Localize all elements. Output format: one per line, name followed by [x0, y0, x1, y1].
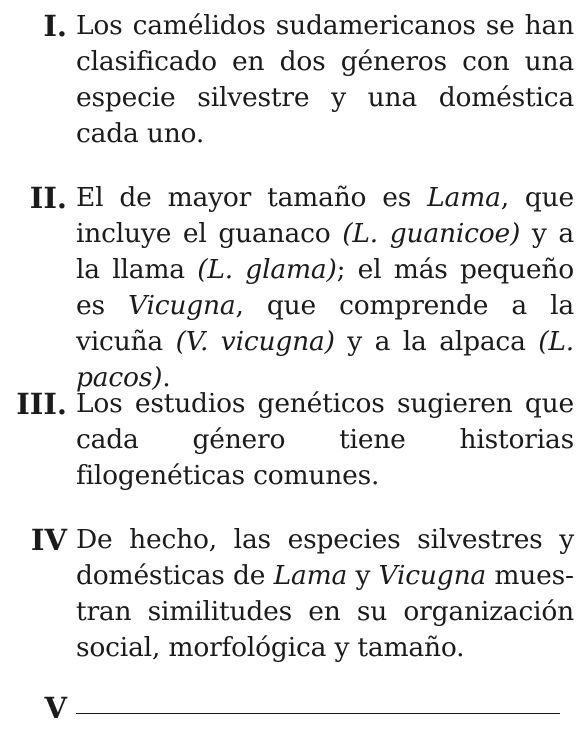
- italic-text-run: Vicugna: [128, 290, 236, 321]
- statement-text: [76, 522, 574, 666]
- italic-text-run: Lama: [427, 182, 501, 213]
- text-run: muestran similitudes en su organización social, morfológica y tamaño.: [76, 560, 575, 663]
- statement-numeral: IV: [30, 523, 67, 557]
- statement-text: [76, 8, 574, 152]
- italic-text-run: (L. glama): [197, 254, 337, 285]
- text-run: , que incluye el guanaco: [76, 182, 575, 249]
- text-run: ; el más pequeño es: [76, 254, 575, 321]
- text-run: Los camélidos sudamericanos se han clasificado en dos géneros con una especie silvestre y una doméstica cada uno.: [76, 10, 574, 149]
- statement-text: [76, 386, 574, 494]
- statement-numeral: V: [44, 691, 67, 725]
- italic-text-run: Lama: [273, 560, 348, 591]
- text-run: El de mayor tamaño es: [76, 182, 428, 213]
- text-run: y a la alpaca: [334, 326, 539, 357]
- italic-text-run: (L. guanicoe): [342, 218, 521, 249]
- italic-text-run: (L. pacos): [76, 326, 574, 393]
- text-run: y: [347, 560, 379, 591]
- statement-numeral: II.: [29, 181, 67, 215]
- statement-numeral: I.: [43, 9, 67, 43]
- text-run: y a la llama: [76, 218, 574, 285]
- answer-blank-line: [76, 713, 560, 714]
- text-run: Los estudios genéticos sugieren que cada género tiene historias filogenéticas comunes.: [76, 388, 574, 491]
- italic-text-run: Vicugna: [378, 560, 487, 591]
- text-run: .: [162, 362, 171, 393]
- statement-numeral: III.: [16, 387, 67, 421]
- text-run: , que comprende a la vicuña: [76, 290, 574, 357]
- italic-text-run: (V. vicugna): [175, 326, 335, 357]
- statement-text: [76, 180, 574, 396]
- text-run: De hecho, las especies silvestres y domésticas de: [76, 524, 574, 591]
